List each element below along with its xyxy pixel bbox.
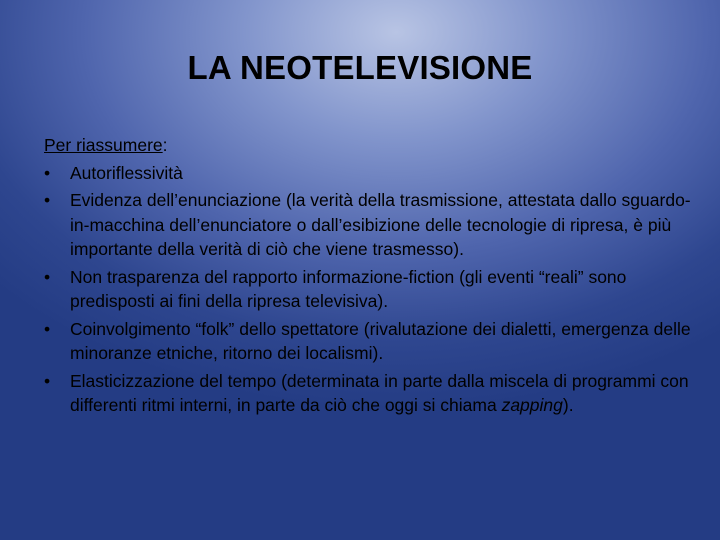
slide-title: LA NEOTELEVISIONE [187, 49, 533, 86]
intro-colon: : [162, 135, 168, 155]
bullet-text [70, 371, 689, 416]
bullet-text: Coinvolgimento “folk” dello spettatore (rivalutazione dei dialetti, emergenza delle minoranze etniche, ritorno dei localismi). [70, 318, 691, 363]
bullet-icon: • [44, 162, 51, 183]
bullet-text: Autoriflessività [70, 162, 183, 183]
bullet-text: Non trasparenza del rapporto informazione-fiction (gli eventi “reali” sono predisposti ai fini della ripresa televisiva). [70, 266, 627, 311]
bullet-item-evidenza [44, 188, 694, 262]
intro-line [44, 133, 694, 158]
bullet-icon: • [44, 190, 51, 210]
bullet-item-elasticizzazione [44, 369, 694, 418]
bullet-item-trasparenza [44, 265, 694, 314]
bullet-text-end: ). [562, 395, 574, 415]
bullet-icon: • [44, 370, 51, 391]
bullet-text-italic: zapping [501, 395, 563, 415]
bullet-text-main: Elasticizzazione del tempo (determinata in parte dalla miscela di programmi con differenti ritmi interni, in parte da ciò che oggi si chiama [70, 370, 689, 415]
bullet-list [44, 161, 694, 418]
bullet-icon: • [44, 318, 51, 339]
bullet-item-coinvolgimento [44, 317, 694, 366]
bullet-icon: • [44, 266, 51, 287]
bullet-item-autoriflessivita [44, 161, 694, 186]
intro-label: Per riassumere [44, 135, 163, 155]
bullet-text: Evidenza dell’enunciazione (la verità della trasmissione, attestata dallo sguardo-in-macchina dell’enunciatore o dall’esibizione delle tecnologie di ripresa, è più importante della verità di ciò che viene trasmesso). [70, 190, 691, 259]
slide-content [44, 133, 694, 421]
